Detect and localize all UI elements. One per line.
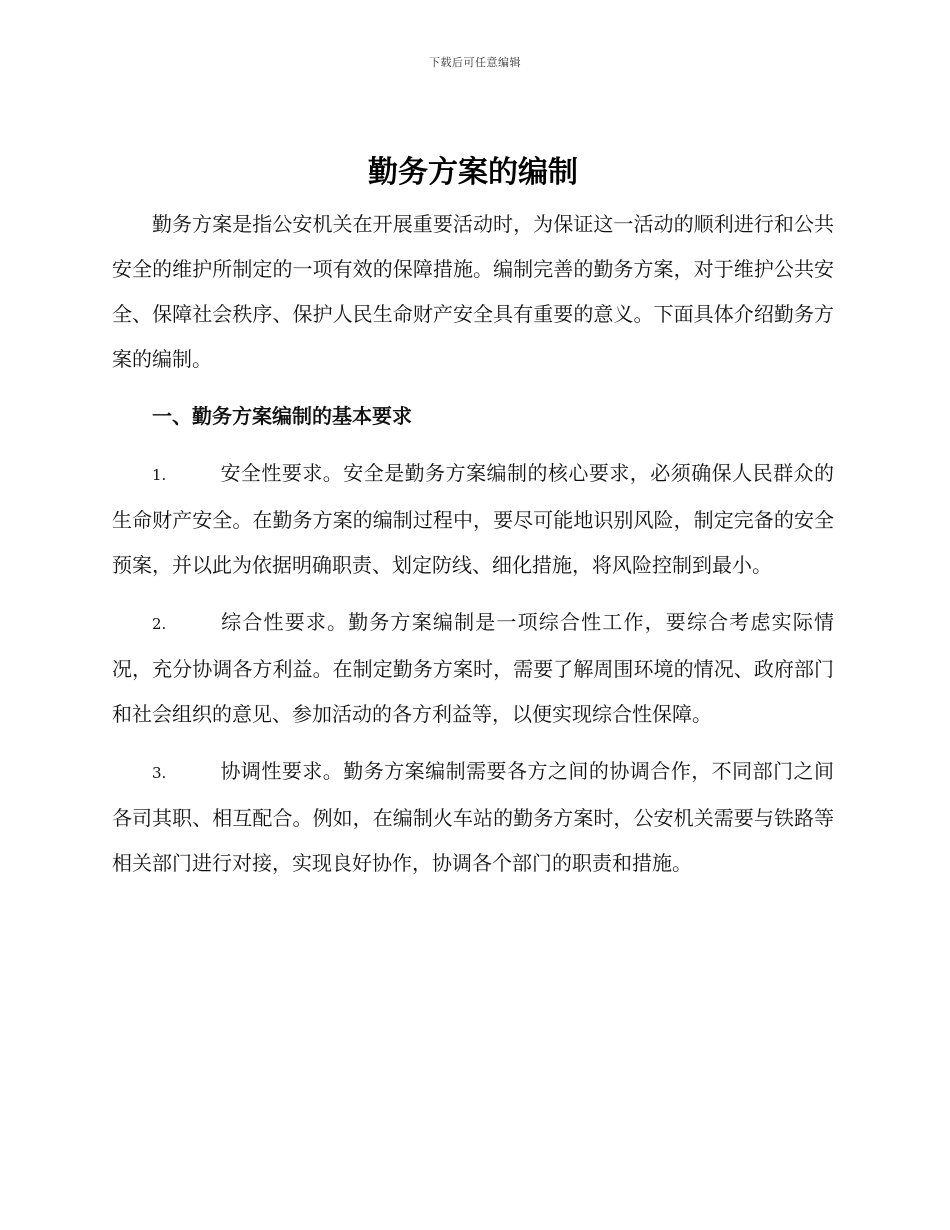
list-item <box>112 749 834 886</box>
list-item <box>112 451 834 588</box>
item-number: 3. <box>152 764 167 782</box>
item-text: 协调性要求。勤务方案编制需要各方之间的协调合作，不同部门之间各司其职、相互配合。例如，在编制火车站的勤务方案时，公安机关需要与铁路等相关部门进行对接，实现良好协作，协调各个部门的职责和措施。 <box>112 759 834 875</box>
item-number: 2. <box>152 615 167 633</box>
item-text: 安全性要求。安全是勤务方案编制的核心要求，必须确保人民群众的生命财产安全。在勤务方案的编制过程中，要尽可能地识别风险，制定完备的安全预案，并以此为依据明确职责、划定防线、细化措施，将风险控制到最小。 <box>112 461 834 577</box>
list-item <box>112 600 834 737</box>
item-text: 综合性要求。勤务方案编制是一项综合性工作，要综合考虑实际情况，充分协调各方利益。在制定勤务方案时，需要了解周围环境的情况、政府部门和社会组织的意见、参加活动的各方利益等，以便实现综合性保障。 <box>112 610 834 726</box>
section-heading-1: 一、勤务方案编制的基本要求 <box>152 404 412 428</box>
item-number: 1. <box>152 466 167 484</box>
document-title: 勤务方案的编制 <box>368 155 578 190</box>
document-body <box>112 148 834 898</box>
header-note: 下载后可任意编辑 <box>429 56 521 69</box>
intro-paragraph: 勤务方案是指公安机关在开展重要活动时，为保证这一活动的顺利进行和公共安全的维护所制定的一项有效的保障措施。编制完善的勤务方案，对于维护公共安全、保障社会秩序、保护人民生命财产安全具有重要的意义。下面具体介绍勤务方案的编制。 <box>112 212 834 371</box>
